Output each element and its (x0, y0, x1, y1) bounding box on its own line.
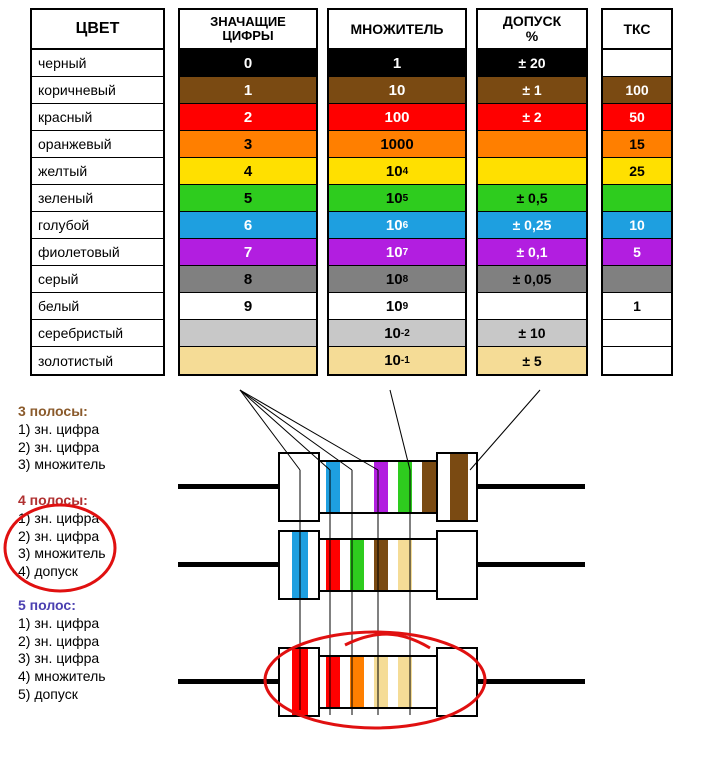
color-name-cell: черный (32, 50, 163, 77)
multiplier-cell: 10 4 (329, 158, 465, 185)
column-multiplier (327, 8, 467, 376)
legend-three-title: 3 полосы: (18, 403, 88, 419)
tks-cell: 25 (603, 158, 671, 185)
digit-cell: 3 (180, 131, 316, 158)
color-name-cell: красный (32, 104, 163, 131)
tks-cell (603, 185, 671, 212)
tks-cell (603, 347, 671, 374)
resistor-band-1 (292, 649, 308, 715)
tks-cell: 1 (603, 293, 671, 320)
tolerance-cell (478, 158, 586, 185)
tolerance-cell: ± 5 (478, 347, 586, 374)
color-name-cell: голубой (32, 212, 163, 239)
color-name-cell: коричневый (32, 77, 163, 104)
color-name-cell: оранжевый (32, 131, 163, 158)
resistor-band-5 (422, 462, 436, 512)
tolerance-cell: ± 2 (478, 104, 586, 131)
header-color: ЦВЕТ (32, 10, 163, 50)
tks-cell: 5 (603, 239, 671, 266)
resistor-lead-left (178, 484, 278, 489)
color-name-cell: белый (32, 293, 163, 320)
resistor-end-cap-right (436, 530, 478, 600)
column-tks (601, 8, 673, 376)
color-name-cell: зеленый (32, 185, 163, 212)
resistor-lead-right (470, 679, 585, 684)
digit-cell: 1 (180, 77, 316, 104)
resistor-3-band (0, 450, 703, 530)
color-name-cell: желтый (32, 158, 163, 185)
tolerance-cell: ± 0,05 (478, 266, 586, 293)
resistor-band-3 (350, 657, 364, 707)
resistor-4-band (0, 528, 703, 608)
tks-cell: 15 (603, 131, 671, 158)
resistor-lead-left (178, 679, 278, 684)
column-color (30, 8, 165, 376)
resistor-lead-left (178, 562, 278, 567)
tolerance-cell: ± 0,1 (478, 239, 586, 266)
multiplier-cell: 10 9 (329, 293, 465, 320)
tks-cell (603, 50, 671, 77)
tks-cell: 100 (603, 77, 671, 104)
multiplier-cell: 10 (329, 77, 465, 104)
resistor-band-1 (326, 462, 340, 512)
digit-cell: 2 (180, 104, 316, 131)
legend-four-item-4: 4) допуск (18, 563, 78, 580)
tolerance-cell (478, 131, 586, 158)
multiplier-cell: 100 (329, 104, 465, 131)
resistor-band-5 (398, 657, 412, 707)
digit-cell (180, 347, 316, 374)
tks-cell (603, 266, 671, 293)
digit-cell: 4 (180, 158, 316, 185)
multiplier-cell: 10 -1 (329, 347, 465, 374)
multiplier-cell: 1 (329, 50, 465, 77)
multiplier-cell: 10 7 (329, 239, 465, 266)
digit-cell: 8 (180, 266, 316, 293)
tolerance-cell: ± 0,5 (478, 185, 586, 212)
multiplier-cell: 10 8 (329, 266, 465, 293)
color-name-cell: серый (32, 266, 163, 293)
column-significant-digits (178, 8, 318, 376)
resistor-end-cap-right (436, 647, 478, 717)
digit-cell: 5 (180, 185, 316, 212)
digit-cell: 0 (180, 50, 316, 77)
resistor-tolerance-band (450, 454, 468, 520)
legend-five-item-4: 4) множитель (18, 668, 106, 685)
legend-four-item-1: 1) зн. цифра (18, 509, 100, 526)
tolerance-cell: ± 10 (478, 320, 586, 347)
resistor-band-1 (292, 532, 308, 598)
tks-cell (603, 320, 671, 347)
column-tolerance (476, 8, 588, 376)
legend-five-item-5: 5) допуск (18, 685, 78, 702)
digit-cell: 9 (180, 293, 316, 320)
multiplier-cell: 10 -2 (329, 320, 465, 347)
multiplier-cell: 10 5 (329, 185, 465, 212)
color-name-cell: серебристый (32, 320, 163, 347)
tks-cell: 10 (603, 212, 671, 239)
tks-cell: 50 (603, 104, 671, 131)
resistor-band-3 (350, 540, 364, 590)
legend-four-item-3: 3) множитель (18, 545, 106, 562)
legend-five-item-1: 1) зн. цифра (18, 614, 100, 631)
legend-five-item-2: 2) зн. цифра (18, 632, 100, 649)
resistor-5-band (0, 645, 703, 725)
resistor-band-4 (374, 657, 388, 707)
multiplier-cell: 10 6 (329, 212, 465, 239)
legend-five-item-3: 3) зн. цифра (18, 650, 100, 667)
digit-cell: 6 (180, 212, 316, 239)
tolerance-cell: ± 0,25 (478, 212, 586, 239)
resistor-band-2 (326, 657, 340, 707)
legend-five-title: 5 полос: (18, 597, 76, 613)
tolerance-cell: ± 20 (478, 50, 586, 77)
legend-four-title: 4 полосы: (18, 492, 88, 508)
resistor-band-5 (398, 540, 412, 590)
resistor-lead-right (470, 484, 585, 489)
legend-three-item-1: 1) зн. цифра (18, 420, 100, 437)
resistor-band-2 (326, 540, 340, 590)
resistor-band-4 (398, 462, 412, 512)
resistor-band-3 (374, 462, 388, 512)
digit-cell: 7 (180, 239, 316, 266)
color-name-cell: фиолетовый (32, 239, 163, 266)
legend-three-item-3: 3) множитель (18, 456, 106, 473)
resistor-band-4 (374, 540, 388, 590)
color-name-cell: золотистый (32, 347, 163, 374)
header-tks: ТКС (603, 10, 671, 50)
resistor-end-cap-left (278, 452, 320, 522)
resistor-lead-right (470, 562, 585, 567)
resistor-band-2 (350, 462, 364, 512)
multiplier-cell: 1000 (329, 131, 465, 158)
legend-four-item-2: 2) зн. цифра (18, 527, 100, 544)
tolerance-cell: ± 1 (478, 77, 586, 104)
header-tolerance: ДОПУСК % (478, 10, 586, 50)
tolerance-cell (478, 293, 586, 320)
header-multiplier: МНОЖИТЕЛЬ (329, 10, 465, 50)
legend-three-item-2: 2) зн. цифра (18, 438, 100, 455)
header-significant-digits: ЗНАЧАЩИЕ ЦИФРЫ (180, 10, 316, 50)
digit-cell (180, 320, 316, 347)
